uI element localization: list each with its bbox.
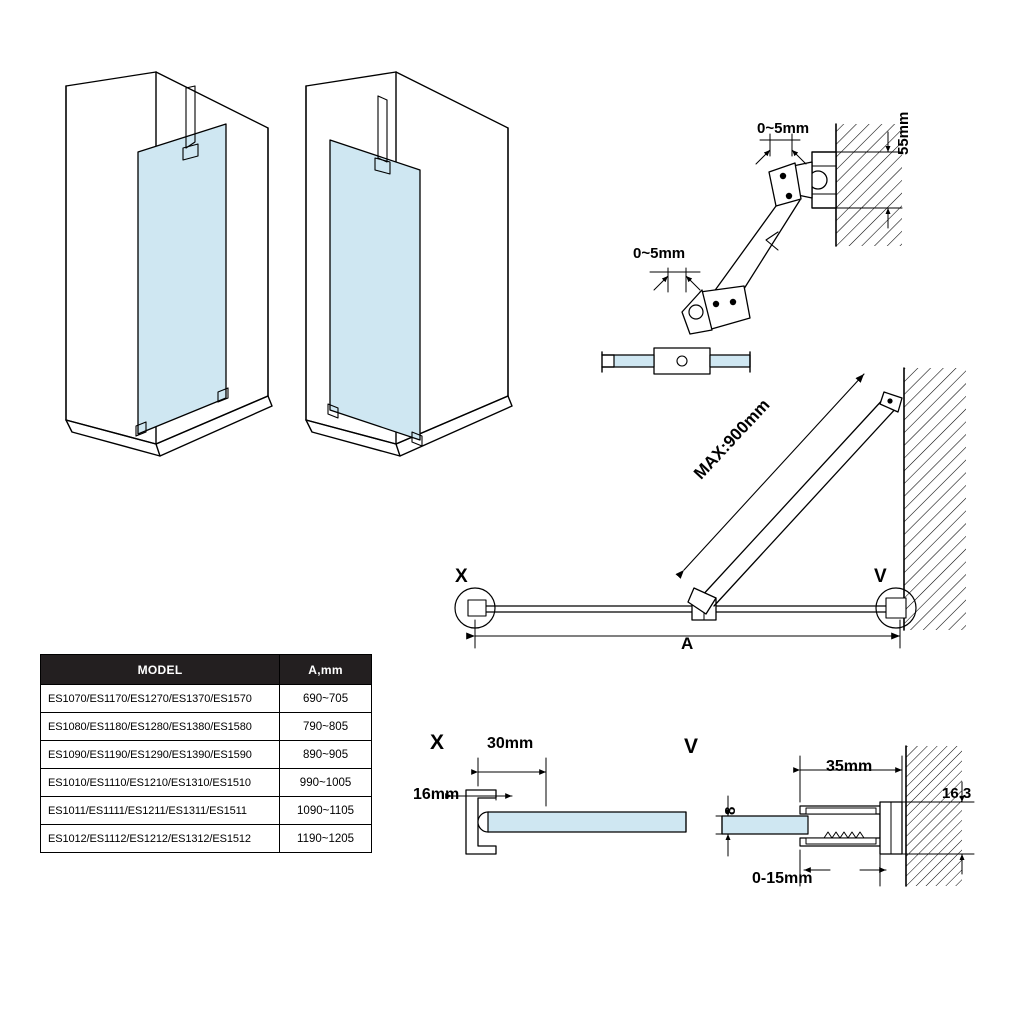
label-wall-bracket-height: 55mm <box>895 111 912 155</box>
cell-a: 690~705 <box>280 685 372 713</box>
label-adjust-range: 0-15mm <box>752 870 813 887</box>
perspective-view-left <box>66 72 272 456</box>
cell-model: ES1070/ES1170/ES1270/ES1370/ES1570 <box>41 685 280 713</box>
cell-model: ES1090/ES1190/ES1290/ES1390/ES1590 <box>41 741 280 769</box>
cell-model: ES1080/ES1180/ES1280/ES1380/ES1580 <box>41 713 280 741</box>
label-glass-thickness: 8 <box>722 806 739 815</box>
label-profile-width: 16mm <box>413 786 460 803</box>
label-wall-profile-depth: 35mm <box>826 758 873 775</box>
cell-a: 1190~1205 <box>280 825 372 853</box>
table-row <box>41 797 372 825</box>
table-row <box>41 685 372 713</box>
label-bracket-gap-lower: 0~5mm <box>633 245 686 262</box>
table-row <box>41 713 372 741</box>
cell-a: 890~905 <box>280 741 372 769</box>
label-detail-v-title: V <box>684 735 699 758</box>
label-detail-x-callout: X <box>455 566 468 587</box>
label-wall-profile-height: 16.3 <box>942 785 972 802</box>
table-row <box>41 825 372 853</box>
cell-model: ES1012/ES1112/ES1212/ES1312/ES1512 <box>41 825 280 853</box>
table-row <box>41 741 372 769</box>
cell-a: 1090~1105 <box>280 797 372 825</box>
cell-model: ES1011/ES1111/ES1211/ES1311/ES1511 <box>41 797 280 825</box>
label-bar-max-length: MAX:900mm <box>690 395 774 483</box>
label-bracket-gap-top: 0~5mm <box>757 120 810 137</box>
detail-x-profile-section <box>452 758 686 854</box>
cell-a: 990~1005 <box>280 769 372 797</box>
model-dimension-table <box>40 654 372 853</box>
table-header-a: A,mm <box>280 655 372 685</box>
table-header-row <box>41 655 372 685</box>
table-row <box>41 769 372 797</box>
table-header-model: MODEL <box>41 655 280 685</box>
label-width-dim-a: A <box>681 634 694 653</box>
label-profile-depth: 30mm <box>487 735 534 752</box>
cell-a: 790~805 <box>280 713 372 741</box>
label-detail-x-title: X <box>430 731 445 754</box>
perspective-view-right <box>306 72 512 456</box>
label-detail-v-callout: V <box>874 566 887 587</box>
plan-view-stabiliser <box>455 368 966 648</box>
cell-model: ES1010/ES1110/ES1210/ES1310/ES1510 <box>41 769 280 797</box>
